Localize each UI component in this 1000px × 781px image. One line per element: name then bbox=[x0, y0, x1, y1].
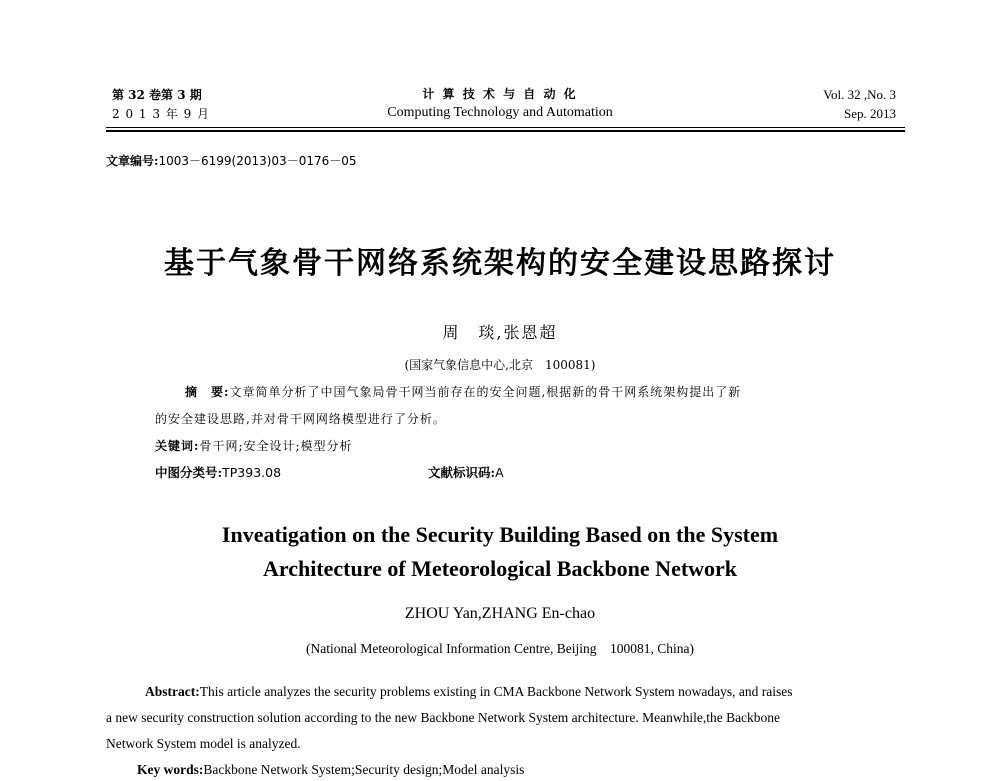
abstract-en-line3: Network System model is analyzed. bbox=[106, 736, 301, 751]
affiliation-cn: (国家气象信息中心,北京 100081) bbox=[404, 358, 596, 372]
date-en: Sep. 2013 bbox=[844, 106, 896, 121]
abstract-cn-line2: 的安全建设思路,并对骨干网网络模型进行了分析。 bbox=[155, 412, 446, 426]
classification-value: TP393.08 bbox=[222, 465, 282, 480]
keywords-cn-text: 骨干网;安全设计;模型分析 bbox=[199, 439, 353, 453]
abstract-en-line1 bbox=[145, 684, 792, 700]
title-cn: 基于气象骨干网络系统架构的安全建设思路探讨 bbox=[164, 246, 836, 281]
article-id-value: 1003－6199(2013)03－0176－05 bbox=[158, 154, 357, 168]
document-code bbox=[428, 463, 504, 481]
abstract-en-label: Abstract: bbox=[145, 684, 200, 699]
header-rule-thick bbox=[106, 130, 905, 132]
volume-issue-en: Vol. 32 ,No. 3 bbox=[823, 87, 896, 102]
authors-en: ZHOU Yan,ZHANG En-chao bbox=[404, 605, 596, 622]
journal-name-en: Computing Technology and Automation bbox=[387, 105, 613, 120]
keywords-cn bbox=[155, 437, 353, 454]
abstract-cn-text1: 文章简单分析了中国气象局骨干网当前存在的安全问题,根据新的骨干网系统架构提出了新 bbox=[229, 385, 742, 399]
abstract-en-text1: This article analyzes the security problems existing in CMA Backbone Network System nowadays, and raises bbox=[199, 684, 793, 699]
document-code-value: A bbox=[495, 465, 504, 480]
article-id bbox=[106, 152, 357, 169]
keywords-en-label: Key words: bbox=[137, 762, 204, 777]
authors-cn: 周 琰,张恩超 bbox=[442, 323, 558, 342]
volume-issue-cn: 第 32 卷第 3 期 bbox=[112, 88, 202, 102]
date-cn: 2 0 1 3 年 9 月 bbox=[112, 107, 211, 121]
title-en-line2: Architecture of Meteorological Backbone Network bbox=[262, 556, 738, 581]
title-en-line1: Inveatigation on the Security Building Based on the System bbox=[221, 522, 779, 547]
abstract-cn-label: 摘 要: bbox=[185, 385, 230, 399]
classification bbox=[155, 463, 281, 481]
journal-name-cn: 计 算 技 术 与 自 动 化 bbox=[422, 87, 578, 101]
header-rule-thin bbox=[106, 127, 905, 128]
abstract-cn-line1 bbox=[185, 383, 741, 400]
keywords-cn-label: 关键词: bbox=[155, 439, 200, 453]
abstract-en-line2: a new security construction solution according to the new Backbone Network System architecture. Meanwhile,the Backbone bbox=[106, 710, 781, 725]
classification-label: 中图分类号: bbox=[155, 465, 223, 480]
keywords-en bbox=[137, 762, 524, 778]
affiliation-en: (National Meteorological Information Centre, Beijing 100081, China) bbox=[305, 641, 695, 656]
article-id-label: 文章编号: bbox=[106, 154, 159, 168]
document-code-label: 文献标识码: bbox=[428, 465, 496, 480]
keywords-en-text: Backbone Network System;Security design;Model analysis bbox=[203, 762, 525, 777]
